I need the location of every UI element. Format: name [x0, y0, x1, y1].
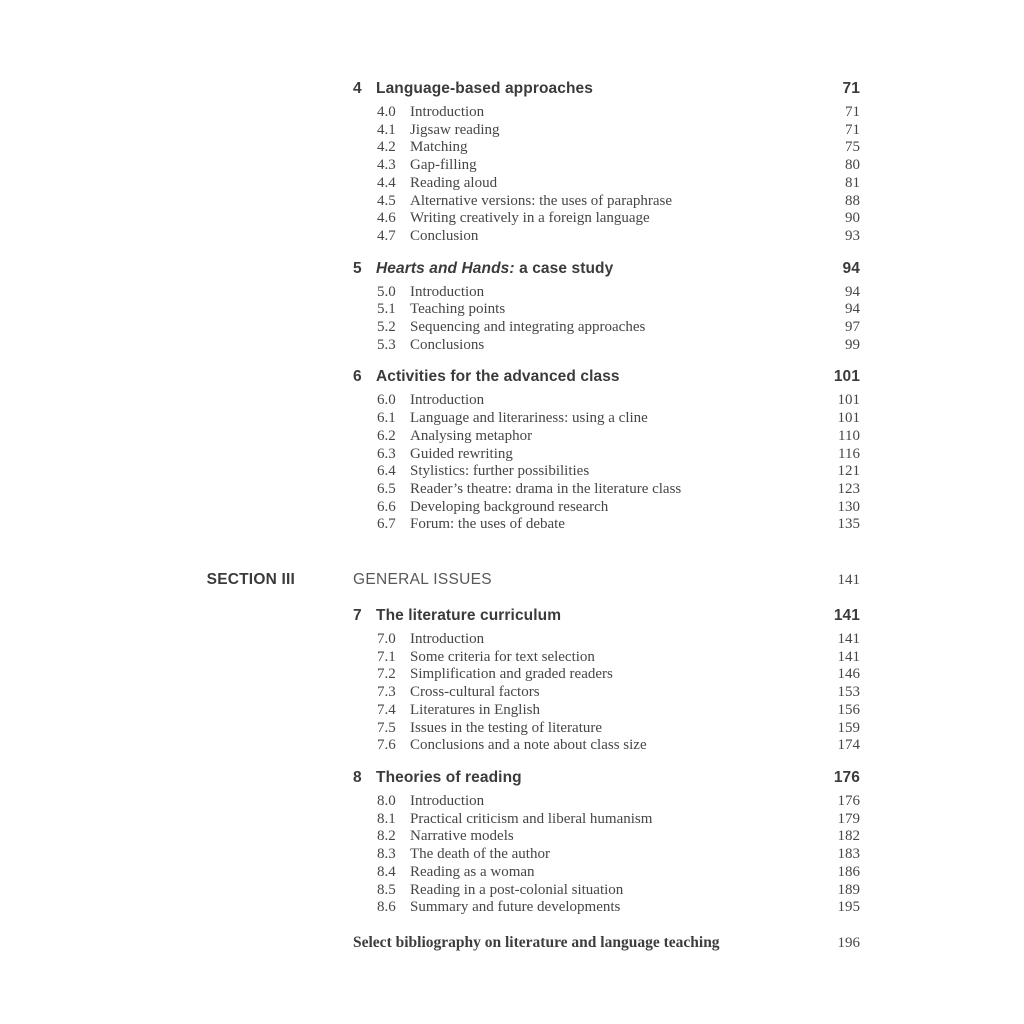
- entry-page-number: 153: [837, 684, 860, 701]
- entry-title: Reading in a post-colonial situation: [410, 881, 624, 898]
- entry-page-number: 141: [837, 631, 860, 648]
- section-heading-row: [206, 571, 860, 589]
- entry-number: 7.0: [377, 631, 396, 648]
- toc-entry: [353, 193, 860, 211]
- entry-title: Conclusions and a note about class size: [410, 737, 647, 754]
- chapter-page-number: 141: [833, 607, 860, 625]
- entry-title: Reading as a woman: [410, 863, 535, 880]
- entry-number: 5.3: [377, 336, 396, 353]
- chapter-title: The literature curriculum: [376, 607, 562, 625]
- chapter-block-5: [353, 260, 860, 355]
- toc-entry: [353, 631, 860, 649]
- entry-title: Introduction: [410, 283, 485, 300]
- entry-title: Language and literariness: using a cline: [410, 410, 648, 427]
- toc-entry: [353, 684, 860, 702]
- entry-title: The death of the author: [410, 846, 550, 863]
- toc-entry: [353, 446, 860, 464]
- entry-title: Matching: [410, 139, 468, 156]
- entry-page-number: 88: [845, 192, 860, 209]
- entry-title: Conclusions: [410, 336, 485, 353]
- chapter-title: Activities for the advanced class: [376, 368, 620, 386]
- entry-title: Jigsaw reading: [410, 121, 500, 138]
- entry-title: Summary and future developments: [410, 899, 621, 916]
- toc-entry: [353, 720, 860, 738]
- entry-page-number: 182: [837, 828, 860, 845]
- bibliography-row: [353, 934, 860, 952]
- toc-entry: [353, 139, 860, 157]
- chapter-page-number: 94: [842, 259, 860, 277]
- entry-number: 8.0: [377, 792, 396, 809]
- entry-title: Sequencing and integrating approaches: [410, 319, 646, 336]
- entry-page-number: 195: [837, 899, 860, 916]
- entry-number: 4.2: [377, 139, 396, 156]
- toc-entry: [353, 516, 860, 534]
- entry-page-number: 110: [838, 427, 860, 444]
- toc-entry: [353, 481, 860, 499]
- entry-number: 5.0: [377, 283, 396, 300]
- entry-page-number: 94: [845, 301, 860, 318]
- entry-number: 8.6: [377, 899, 396, 916]
- entry-number: 7.5: [377, 719, 396, 736]
- entry-title: Conclusion: [410, 227, 479, 244]
- entry-number: 4.4: [377, 174, 396, 191]
- toc-entry: [353, 392, 860, 410]
- chapter-number: 4: [353, 80, 362, 97]
- entry-page-number: 97: [845, 319, 860, 336]
- entry-number: 8.1: [377, 810, 396, 827]
- entry-title: Narrative models: [410, 828, 514, 845]
- entry-page-number: 99: [845, 336, 860, 353]
- entry-page-number: 94: [845, 283, 860, 300]
- entry-number: 6.4: [377, 463, 396, 480]
- toc-entry: [353, 428, 860, 446]
- entry-title: Analysing metaphor: [410, 427, 533, 444]
- entry-number: 6.3: [377, 445, 396, 462]
- entry-page-number: 183: [837, 846, 860, 863]
- entry-number: 4.6: [377, 210, 396, 227]
- toc-entry: [353, 337, 860, 355]
- toc-entry: [353, 899, 860, 917]
- entry-page-number: 141: [837, 648, 860, 665]
- toc-entry: [353, 666, 860, 684]
- entry-number: 8.3: [377, 846, 396, 863]
- entry-page-number: 179: [837, 810, 860, 827]
- entry-number: 4.5: [377, 192, 396, 209]
- entry-number: 7.1: [377, 648, 396, 665]
- entry-title: Introduction: [410, 792, 485, 809]
- entry-title: Teaching points: [410, 301, 506, 318]
- entry-title: Gap-filling: [410, 157, 477, 174]
- entry-title: Cross-cultural factors: [410, 684, 540, 701]
- entry-page-number: 123: [837, 480, 860, 497]
- chapter-page-number: 176: [833, 768, 860, 786]
- toc-entry: [353, 499, 860, 517]
- toc-entry: [353, 828, 860, 846]
- entry-title: Some criteria for text selection: [410, 648, 595, 665]
- bibliography-title: Select bibliography on literature and language teaching: [353, 933, 720, 951]
- toc-entry: [353, 210, 860, 228]
- toc-entry: [353, 284, 860, 302]
- chapter-page-number: 101: [833, 368, 860, 386]
- entry-number: 8.4: [377, 863, 396, 880]
- entry-page-number: 174: [837, 737, 860, 754]
- toc-entry: [353, 228, 860, 246]
- entry-number: 8.2: [377, 828, 396, 845]
- toc-entry: [353, 793, 860, 811]
- chapter-title: [376, 260, 843, 278]
- entry-number: 7.6: [377, 737, 396, 754]
- entry-title: Developing background research: [410, 498, 609, 515]
- chapter-number: 5: [353, 259, 362, 277]
- chapter-title: Theories of reading: [376, 768, 522, 786]
- entry-title: Reader’s theatre: drama in the literature class: [410, 480, 682, 497]
- chapter-block-6: [353, 368, 860, 534]
- chapter-block-7: [353, 607, 860, 755]
- entry-page-number: 81: [845, 174, 860, 191]
- toc-entry: [353, 702, 860, 720]
- toc-entry: [353, 157, 860, 175]
- entry-page-number: 93: [845, 227, 860, 244]
- entry-title: Practical criticism and liberal humanism: [410, 810, 653, 827]
- entry-title: Stylistics: further possibilities: [410, 463, 590, 480]
- entry-number: 4.7: [377, 227, 396, 244]
- toc-content: [206, 80, 860, 952]
- toc-entry: [353, 864, 860, 882]
- toc-entry: [353, 811, 860, 829]
- chapter-number: 6: [353, 368, 362, 386]
- chapter-number: 7: [353, 607, 362, 625]
- entry-page-number: 71: [845, 104, 860, 120]
- chapter-number: 8: [353, 768, 362, 786]
- entry-title: Alternative versions: the uses of paraphrase: [410, 192, 672, 209]
- entry-number: 7.4: [377, 701, 396, 718]
- entry-number: 5.1: [377, 301, 396, 318]
- entry-title: Introduction: [410, 631, 485, 648]
- entry-number: 6.7: [377, 516, 396, 533]
- entry-page-number: 71: [845, 121, 860, 138]
- entry-page-number: 186: [837, 863, 860, 880]
- toc-entry: [353, 319, 860, 337]
- entry-number: 8.5: [377, 881, 396, 898]
- toc-entry: [353, 882, 860, 900]
- entry-title: Issues in the testing of literature: [410, 719, 603, 736]
- chapter-block-4: [353, 80, 860, 246]
- chapter-heading: [353, 769, 860, 787]
- toc-entry: [353, 301, 860, 319]
- entry-page-number: 116: [838, 445, 860, 462]
- entry-number: 6.0: [377, 392, 396, 409]
- entry-title: Simplification and graded readers: [410, 666, 613, 683]
- entry-page-number: 135: [837, 516, 860, 533]
- entry-number: 7.3: [377, 684, 396, 701]
- toc-entry: [353, 104, 860, 122]
- entry-page-number: 130: [837, 498, 860, 515]
- entry-title: Introduction: [410, 392, 485, 409]
- entry-title: Guided rewriting: [410, 445, 513, 462]
- entry-page-number: 121: [837, 463, 860, 480]
- section-label: SECTION III: [206, 571, 295, 589]
- entry-page-number: 101: [837, 392, 860, 409]
- entry-page-number: 176: [837, 792, 860, 809]
- entry-page-number: 189: [837, 881, 860, 898]
- entry-page-number: 75: [845, 139, 860, 156]
- toc-entry: [353, 463, 860, 481]
- entry-number: 6.5: [377, 480, 396, 497]
- toc-entry: [353, 410, 860, 428]
- chapter-title: Language-based approaches: [376, 80, 593, 97]
- chapter-heading: [353, 607, 860, 625]
- entry-number: 5.2: [377, 319, 396, 336]
- chapter-title-rest: a case study: [514, 259, 614, 277]
- chapter-title-italic: Hearts and Hands:: [376, 259, 515, 277]
- toc-entry: [353, 175, 860, 193]
- entry-page-number: 101: [837, 410, 860, 427]
- entry-title: Forum: the uses of debate: [410, 516, 565, 533]
- chapter-heading: [353, 368, 860, 386]
- chapter-block-8: [353, 769, 860, 917]
- entry-title: Literatures in English: [410, 701, 540, 718]
- section-page-number: 141: [837, 572, 860, 589]
- chapter-heading: [353, 80, 860, 98]
- entry-number: 7.2: [377, 666, 396, 683]
- toc-entry: [353, 737, 860, 755]
- chapter-page-number: 71: [842, 80, 860, 97]
- bibliography-page-number: 196: [837, 934, 860, 951]
- entry-page-number: 159: [837, 719, 860, 736]
- entry-page-number: 146: [837, 666, 860, 683]
- entry-title: Writing creatively in a foreign language: [410, 210, 650, 227]
- entry-title: Introduction: [410, 104, 485, 120]
- section-title: GENERAL ISSUES: [353, 571, 492, 589]
- chapter-heading: [353, 260, 860, 278]
- toc-entry: [353, 122, 860, 140]
- entry-page-number: 80: [845, 157, 860, 174]
- entry-page-number: 156: [837, 701, 860, 718]
- entry-number: 6.2: [377, 427, 396, 444]
- entry-number: 4.0: [377, 104, 396, 120]
- entry-title: Reading aloud: [410, 174, 498, 191]
- entry-number: 4.3: [377, 157, 396, 174]
- entry-number: 6.1: [377, 410, 396, 427]
- entry-page-number: 90: [845, 210, 860, 227]
- toc-entry: [353, 649, 860, 667]
- entry-number: 4.1: [377, 121, 396, 138]
- entry-number: 6.6: [377, 498, 396, 515]
- toc-entry: [353, 846, 860, 864]
